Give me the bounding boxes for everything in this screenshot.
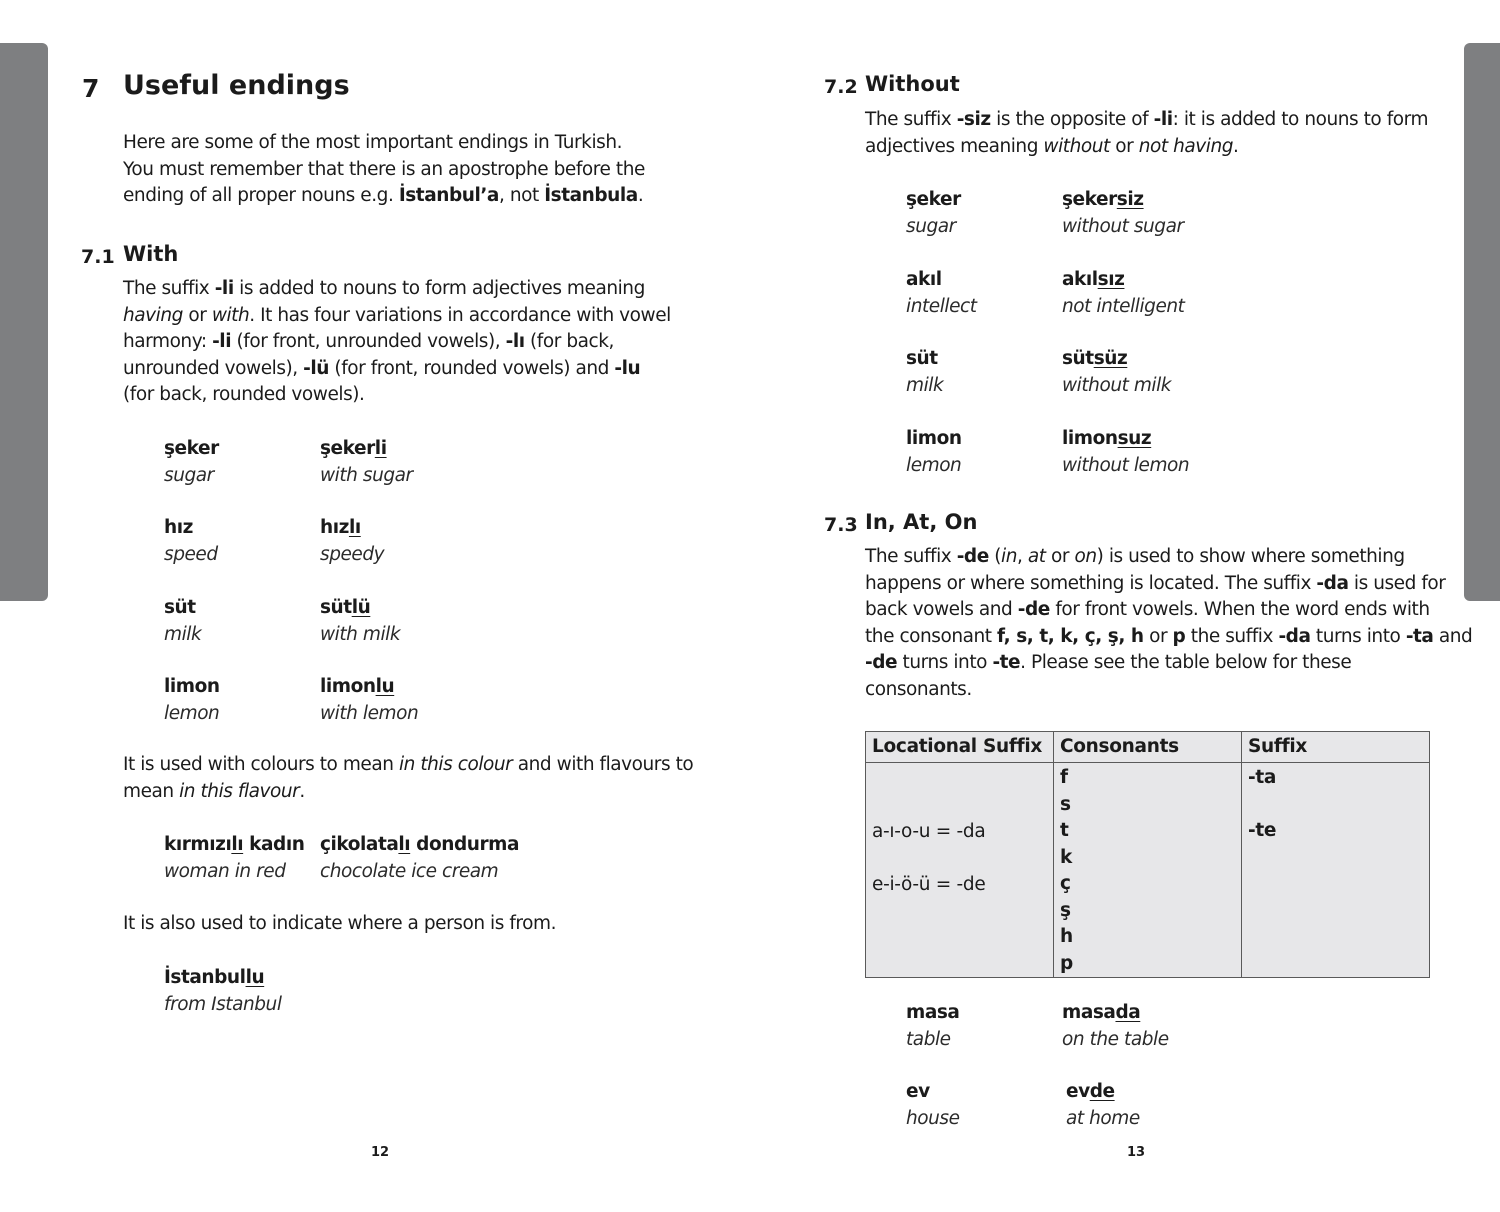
example-word: şeker sugar [164, 438, 219, 486]
intro-paragraph: Here are some of the most important endings in Turkish. You must remember that there is an apostrophe before the ending of all proper nouns e.g. İstanbul’a, not İstanbula. [123, 132, 645, 206]
example-derived: hızlı speedy [320, 517, 385, 565]
example-word: masa table [906, 1002, 960, 1050]
locational-suffix-table [865, 731, 1430, 978]
example-word: süt milk [906, 348, 944, 396]
example-derived: limonsuz without lemon [1062, 428, 1190, 476]
example-word: limon lemon [164, 676, 220, 724]
colour-paragraph: It is used with colours to mean in this colour and with flavours to mean in this flavour. [123, 754, 694, 802]
page-number-left: 12 [371, 1145, 390, 1160]
person-paragraph: It is also used to indicate where a person is from. [123, 913, 557, 934]
colour-example-right: çikolatalı dondurma chocolate ice cream [320, 834, 519, 882]
example-word: akıl intellect [906, 269, 977, 317]
example-derived: şekerli with sugar [320, 438, 413, 486]
section-7-3-paragraph: The suffix -de (in, at or on) is used to show where something happens or where something is located. The suffix -da is used for back vowels and -de for front vowels. When the word ends with the consonant f, s, t, k, ç, ş, h or p the suffix -da turns into -ta and -de turns into -te. Please see the table below for these consonants. [865, 546, 1473, 700]
right-edge-tab [1464, 43, 1500, 601]
example-word: şeker sugar [906, 189, 961, 237]
left-edge-tab [0, 43, 48, 601]
chapter-title: Useful endings [123, 70, 350, 101]
example-derived: masada on the table [1062, 1002, 1169, 1050]
section-7-1-paragraph: The suffix -li is added to nouns to form adjectives meaning having or with. It has four variations in accordance with vowel harmony: -li (for front, unrounded vowels), -lı (for back, unrounded vowels), -lü (for front, rounded vowels) and -lu (for back, rounded vowels). [123, 278, 671, 405]
example-derived: sütsüz without milk [1062, 348, 1172, 396]
table-header: Consonants [1054, 732, 1242, 763]
example-derived: şekersiz without sugar [1062, 189, 1184, 237]
example-word: süt milk [164, 597, 202, 645]
chapter-number: 7 [82, 74, 100, 103]
colour-example-left: kırmızılı kadın woman in red [164, 834, 305, 882]
section-7-2-title: Without [865, 72, 960, 96]
example-derived: akılsız not intelligent [1062, 269, 1185, 317]
consonants-cell: f s t k ç ş h p [1054, 763, 1242, 978]
table-header-row [866, 732, 1430, 763]
page-number-right: 13 [1127, 1145, 1146, 1160]
locational-cell: a-ı-o-u = -da e-i-ö-ü = -de [866, 763, 1054, 978]
example-word: hız speed [164, 517, 218, 565]
section-7-2-paragraph: The suffix -siz is the opposite of -li: it is added to nouns to form adjectives meaning without or not having. [865, 109, 1429, 157]
example-derived: limonlu with lemon [320, 676, 419, 724]
person-example-word: İstanbullu from Istanbul [164, 967, 282, 1015]
table-header: Locational Suffix [866, 732, 1054, 763]
table-row [866, 763, 1430, 978]
section-7-1-number: 7.1 [81, 246, 115, 268]
section-7-3-number: 7.3 [824, 514, 858, 536]
table-header: Suffix [1242, 732, 1430, 763]
section-7-3-title: In, At, On [865, 510, 978, 534]
suffix-cell: -ta -te [1242, 763, 1430, 978]
section-7-2-number: 7.2 [824, 76, 858, 98]
example-word: limon lemon [906, 428, 962, 476]
example-word: ev house [906, 1081, 960, 1129]
section-7-1-title: With [123, 242, 179, 266]
example-derived: sütlü with milk [320, 597, 401, 645]
example-derived: evde at home [1066, 1081, 1140, 1129]
